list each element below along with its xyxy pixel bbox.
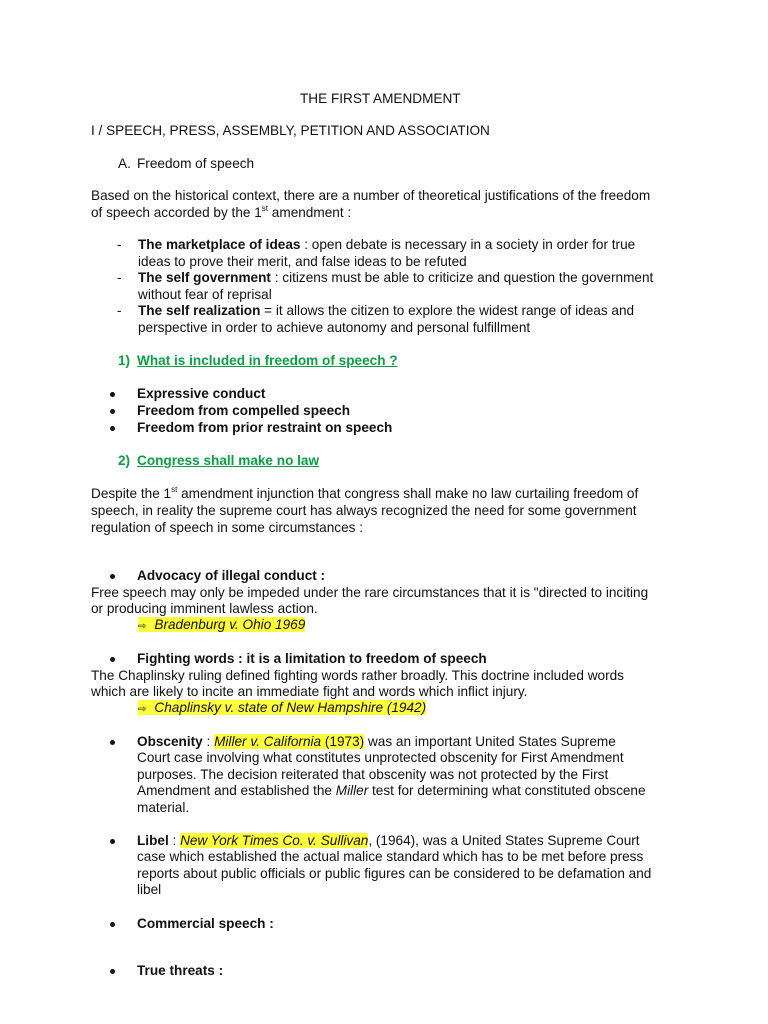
despite-line-2: speech, in reality the supreme court has always recognized the need for some government bbox=[91, 503, 637, 518]
document-title: THE FIRST AMENDMENT bbox=[300, 91, 461, 106]
subsection-marker: A. bbox=[118, 156, 131, 171]
despite-line-3: regulation of speech in some circumstances : bbox=[91, 520, 364, 535]
justification-line: perspective in order to achieve autonomy and personal fulfillment bbox=[138, 320, 531, 335]
libel-line-4: libel bbox=[137, 882, 162, 897]
justification-line: ideas to prove their merit, and false ideas to be refuted bbox=[138, 254, 467, 269]
bullet-icon bbox=[110, 574, 115, 579]
bullet-icon bbox=[110, 969, 115, 974]
justification-line: The self realization = it allows the citizen to explore the widest range of ideas and bbox=[138, 303, 635, 318]
dash-marker: - bbox=[117, 237, 122, 252]
justification-item bbox=[117, 303, 122, 320]
fighting-line-1: The Chaplinsky ruling defined fighting words rather broadly. This doctrine included words bbox=[91, 668, 624, 683]
intro-line-2: of speech accorded by the 1st amendment : bbox=[91, 204, 352, 220]
case-citation: ⇨ Bradenburg v. Ohio 1969 bbox=[138, 617, 306, 632]
justification-line: The marketplace of ideas : open debate is necessary in a society in order for true bbox=[138, 237, 636, 252]
case-citation: ⇨ Chaplinsky v. state of New Hampshire (1942) bbox=[138, 700, 427, 715]
arrow-right-icon: ⇨ bbox=[138, 704, 147, 715]
despite-line-1: Despite the 1st amendment injunction that congress shall make no law curtailing freedom of bbox=[91, 485, 639, 501]
question-2-link[interactable]: Congress shall make no law bbox=[137, 453, 320, 468]
bullet-icon bbox=[110, 392, 115, 397]
justification-item bbox=[117, 270, 122, 287]
subsection-heading bbox=[118, 156, 254, 173]
justification-item bbox=[117, 237, 122, 254]
bullet-icon bbox=[110, 839, 115, 844]
bullet-icon bbox=[110, 657, 115, 662]
question-2-heading: 2) Congress shall make no law bbox=[118, 453, 320, 468]
libel-line-2: case which established the actual malice standard which has to be met before press bbox=[137, 849, 644, 864]
fighting-line-2: which are likely to incite an immediate fight and words which inflict injury. bbox=[91, 684, 528, 699]
subsection-label: Freedom of speech bbox=[137, 156, 255, 171]
obscenity-line-2: Court case involving what constitutes unprotected obscenity for First Amendment bbox=[137, 750, 624, 765]
question-1-heading: 1) What is included in freedom of speech ? bbox=[118, 353, 398, 368]
document-page: THE FIRST AMENDMENT I / SPEECH, PRESS, ASSEMBLY, PETITION AND ASSOCIATION A. Freedom of speech Based on the historical context, there are a number of theoretical justifications of the freedom of speech accorded by the 1st amendment : - The marketplace of ideas : open debate is necessary in a society in order for true ideas to prove their merit, and false ideas to be refuted - The self government : citizens must be able to criticize and question the government without fear of reprisal - The self realization = it allows the citizen to explore the widest range of ideas and perspective in order to achieve autonomy and personal fulfillment 1) What is included in freedom of speech ? Expressive conduct Freedom from compelled speech Freedom from prior restraint on speech 2) Congress shall make no law Despite the 1st amendment injunction that congress shall make no law curtailing freedom of speech, in reality the supreme court has always recognized the need for some government regulation of speech in some circumstances : Advocacy of illegal conduct : Free speech may only be impeded under the rare circumstances that it is "directed to inciting or producing imminent lawless action. ⇨ Bradenburg v. Ohio 1969 Fighting words : it is a limitation to freedom of speech The Chaplinsky ruling defined fighting words rather broadly. This doctrine included words which are likely to incite an immediate fight and words which inflict injury. ⇨ Chaplinsky v. state of New Hampshire (1942) Obscenity : Miller v. California (1973) was an important United States Supreme Court case involving what constitutes unprotected obscenity for First Amendment purposes. The decision reiterated that obscenity was not protected by the First Amendment and established the Miller test for determining what constituted obscene material. Libel : New York Times Co. v. Sullivan, (1964), was a United States Supreme Court case which established the actual malice standard which has to be met before press reports about public officials or public figures can be considered to be defamation and libel Commercial speech : True threats : bbox=[91, 91, 654, 978]
case-name: Miller v. California bbox=[214, 734, 322, 749]
justification-line: The self government : citizens must be able to criticize and question the government bbox=[138, 270, 654, 285]
arrow-right-icon: ⇨ bbox=[138, 621, 147, 632]
obscenity-line-3: purposes. The decision reiterated that obscenity was not protected by the First bbox=[137, 767, 609, 782]
libel-line-3: reports about public officials or public figures can be considered to be defamation and bbox=[137, 866, 652, 881]
justification-line: without fear of reprisal bbox=[138, 287, 272, 302]
obscenity-line-5: material. bbox=[137, 800, 190, 815]
obscenity-line-4: Amendment and established the Miller test for determining what constituted obscene bbox=[137, 783, 646, 798]
dash-marker: - bbox=[117, 303, 122, 318]
dash-marker: - bbox=[117, 270, 122, 285]
bullet-icon bbox=[110, 740, 115, 745]
advocacy-line-1: Free speech may only be impeded under the rare circumstances that it is "directed to inciting bbox=[91, 585, 649, 600]
intro-line-1: Based on the historical context, there are a number of theoretical justifications of the freedom bbox=[91, 188, 651, 203]
section-heading: I / SPEECH, PRESS, ASSEMBLY, PETITION AND ASSOCIATION bbox=[91, 123, 490, 138]
bullet-icon bbox=[110, 426, 115, 431]
bullet-icon bbox=[110, 409, 115, 414]
advocacy-line-2: or producing imminent lawless action. bbox=[91, 601, 318, 616]
question-1-link[interactable]: What is included in freedom of speech ? bbox=[137, 353, 398, 368]
bullet-icon bbox=[110, 922, 115, 927]
case-name: New York Times Co. v. Sullivan bbox=[180, 833, 369, 848]
